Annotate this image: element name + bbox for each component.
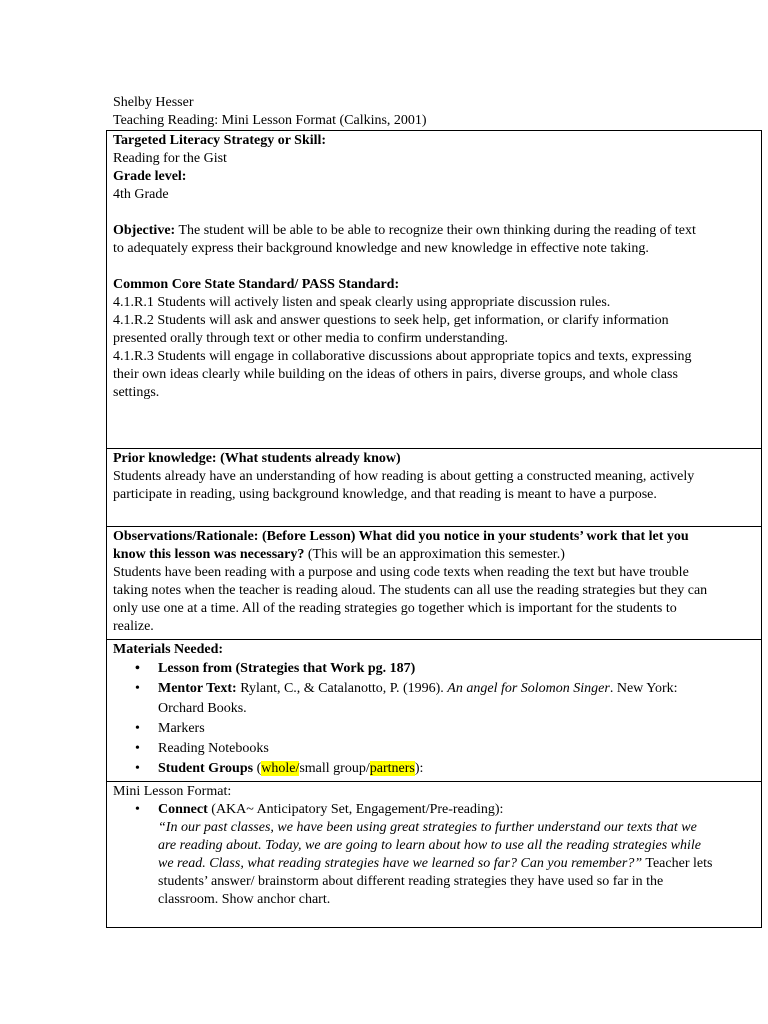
materials-section	[106, 639, 762, 782]
connect-line-4: students’ answer/ brainstorm about different reading strategies they have used so far in the	[158, 874, 664, 889]
mentor-text-publisher: . New York:	[609, 681, 678, 696]
rationale-question: know this lesson was necessary?	[113, 547, 305, 562]
prior-knowledge-section	[106, 448, 762, 527]
rationale-line: Students have been reading with a purpose and using code texts when reading the text but have trouble	[113, 565, 689, 580]
student-groups-label: Student Groups	[158, 761, 254, 776]
mentor-text-title: An angel for Solomon Singer	[447, 681, 610, 696]
objective-line-1	[113, 222, 755, 240]
strategy-label: Targeted Literacy Strategy or Skill:	[113, 133, 327, 148]
connect-quote-3: we read. Class, what reading strategies have we learned so far? Can you remember?”	[158, 856, 643, 871]
objective-text: The student will be able to be able to recognize their own thinking during the reading of text	[178, 223, 696, 238]
connect-item	[158, 801, 755, 909]
connect-description: (AKA~ Anticipatory Set, Engagement/Pre-reading):	[207, 802, 504, 817]
objective-line-2: to adequately express their background knowledge and new knowledge in effective note taking.	[113, 241, 649, 256]
standard-line: their own ideas clearly while building on the ideas of others in pairs, diverse groups, and whole class	[113, 367, 678, 382]
mentor-text-publisher-line: Orchard Books.	[158, 701, 247, 716]
rationale-line: only use one at a time. All of the reading strategies go together which is important for the students to	[113, 601, 677, 616]
standard-line: settings.	[113, 385, 160, 400]
connect-line-5: classroom. Show anchor chart.	[158, 892, 331, 907]
materials-item-groups	[158, 759, 755, 779]
standard-line: presented orally through text or other media to confirm understanding.	[113, 331, 509, 346]
group-partners-highlight: partners	[369, 761, 415, 776]
objective-label: Objective:	[113, 223, 176, 238]
connect-label: Connect	[158, 802, 208, 817]
group-small: small group/	[299, 761, 370, 776]
grade-label: Grade level:	[113, 169, 187, 184]
rationale-note: (This will be an approximation this semester.)	[304, 547, 565, 562]
student-groups-paren: (	[253, 761, 262, 776]
materials-heading: Materials Needed:	[113, 642, 224, 657]
rationale-line: taking notes when the teacher is reading aloud. The students can all use the reading strategies but they can	[113, 583, 708, 598]
standard-line: 4.1.R.3 Students will engage in collaborative discussions about appropriate topics and texts, expressing	[113, 349, 692, 364]
prior-knowledge-line: participate in reading, using background knowledge, and that reading is meant to have a purpose.	[113, 487, 657, 502]
mentor-text-citation: Rylant, C., & Catalanotto, P. (1996).	[236, 681, 448, 696]
materials-list	[113, 659, 755, 779]
prior-knowledge-line: Students already have an understanding of how reading is about getting a constructed meaning, actively	[113, 469, 695, 484]
group-whole-highlight: whole/	[261, 761, 300, 776]
standard-line: 4.1.R.1 Students will actively listen and speak clearly using appropriate discussion rules.	[113, 295, 611, 310]
rationale-section	[106, 526, 762, 640]
strategy-value: Reading for the Gist	[113, 151, 227, 166]
grade-value: 4th Grade	[113, 187, 169, 202]
connect-quote-3-rest: Teacher lets	[642, 856, 713, 871]
connect-quote-2: are reading about. Today, we are going to learn about how to use all the reading strategies while	[158, 838, 701, 853]
materials-item-notebooks: • Reading Notebooks	[158, 739, 755, 759]
connect-quote-1: “In our past classes, we have been using great strategies to further understand our texts that we	[158, 820, 697, 835]
standard-line: 4.1.R.2 Students will ask and answer questions to seek help, get information, or clarify information	[113, 313, 669, 328]
rationale-line: realize.	[113, 619, 154, 634]
student-groups-close: ):	[414, 761, 424, 776]
strategy-section	[106, 130, 762, 449]
author-name: Shelby Hesser	[113, 95, 194, 110]
materials-item-lesson: • Lesson from (Strategies that Work pg. 187)	[158, 659, 755, 679]
rationale-heading-1: Observations/Rationale: (Before Lesson) What did you notice in your students’ work that let you	[113, 529, 689, 544]
prior-knowledge-heading: Prior knowledge: (What students already know)	[113, 451, 401, 466]
mini-lesson-heading: Mini Lesson Format:	[113, 784, 232, 799]
rationale-heading-2	[113, 546, 755, 564]
materials-item-markers: • Markers	[158, 719, 755, 739]
standard-label: Common Core State Standard/ PASS Standard:	[113, 277, 400, 292]
mentor-text-label: Mentor Text:	[158, 681, 237, 696]
course-title: Teaching Reading: Mini Lesson Format (Calkins, 2001)	[113, 113, 427, 128]
materials-item-mentor-text	[158, 679, 755, 719]
mini-lesson-section	[106, 781, 762, 928]
mini-lesson-list	[113, 801, 755, 909]
